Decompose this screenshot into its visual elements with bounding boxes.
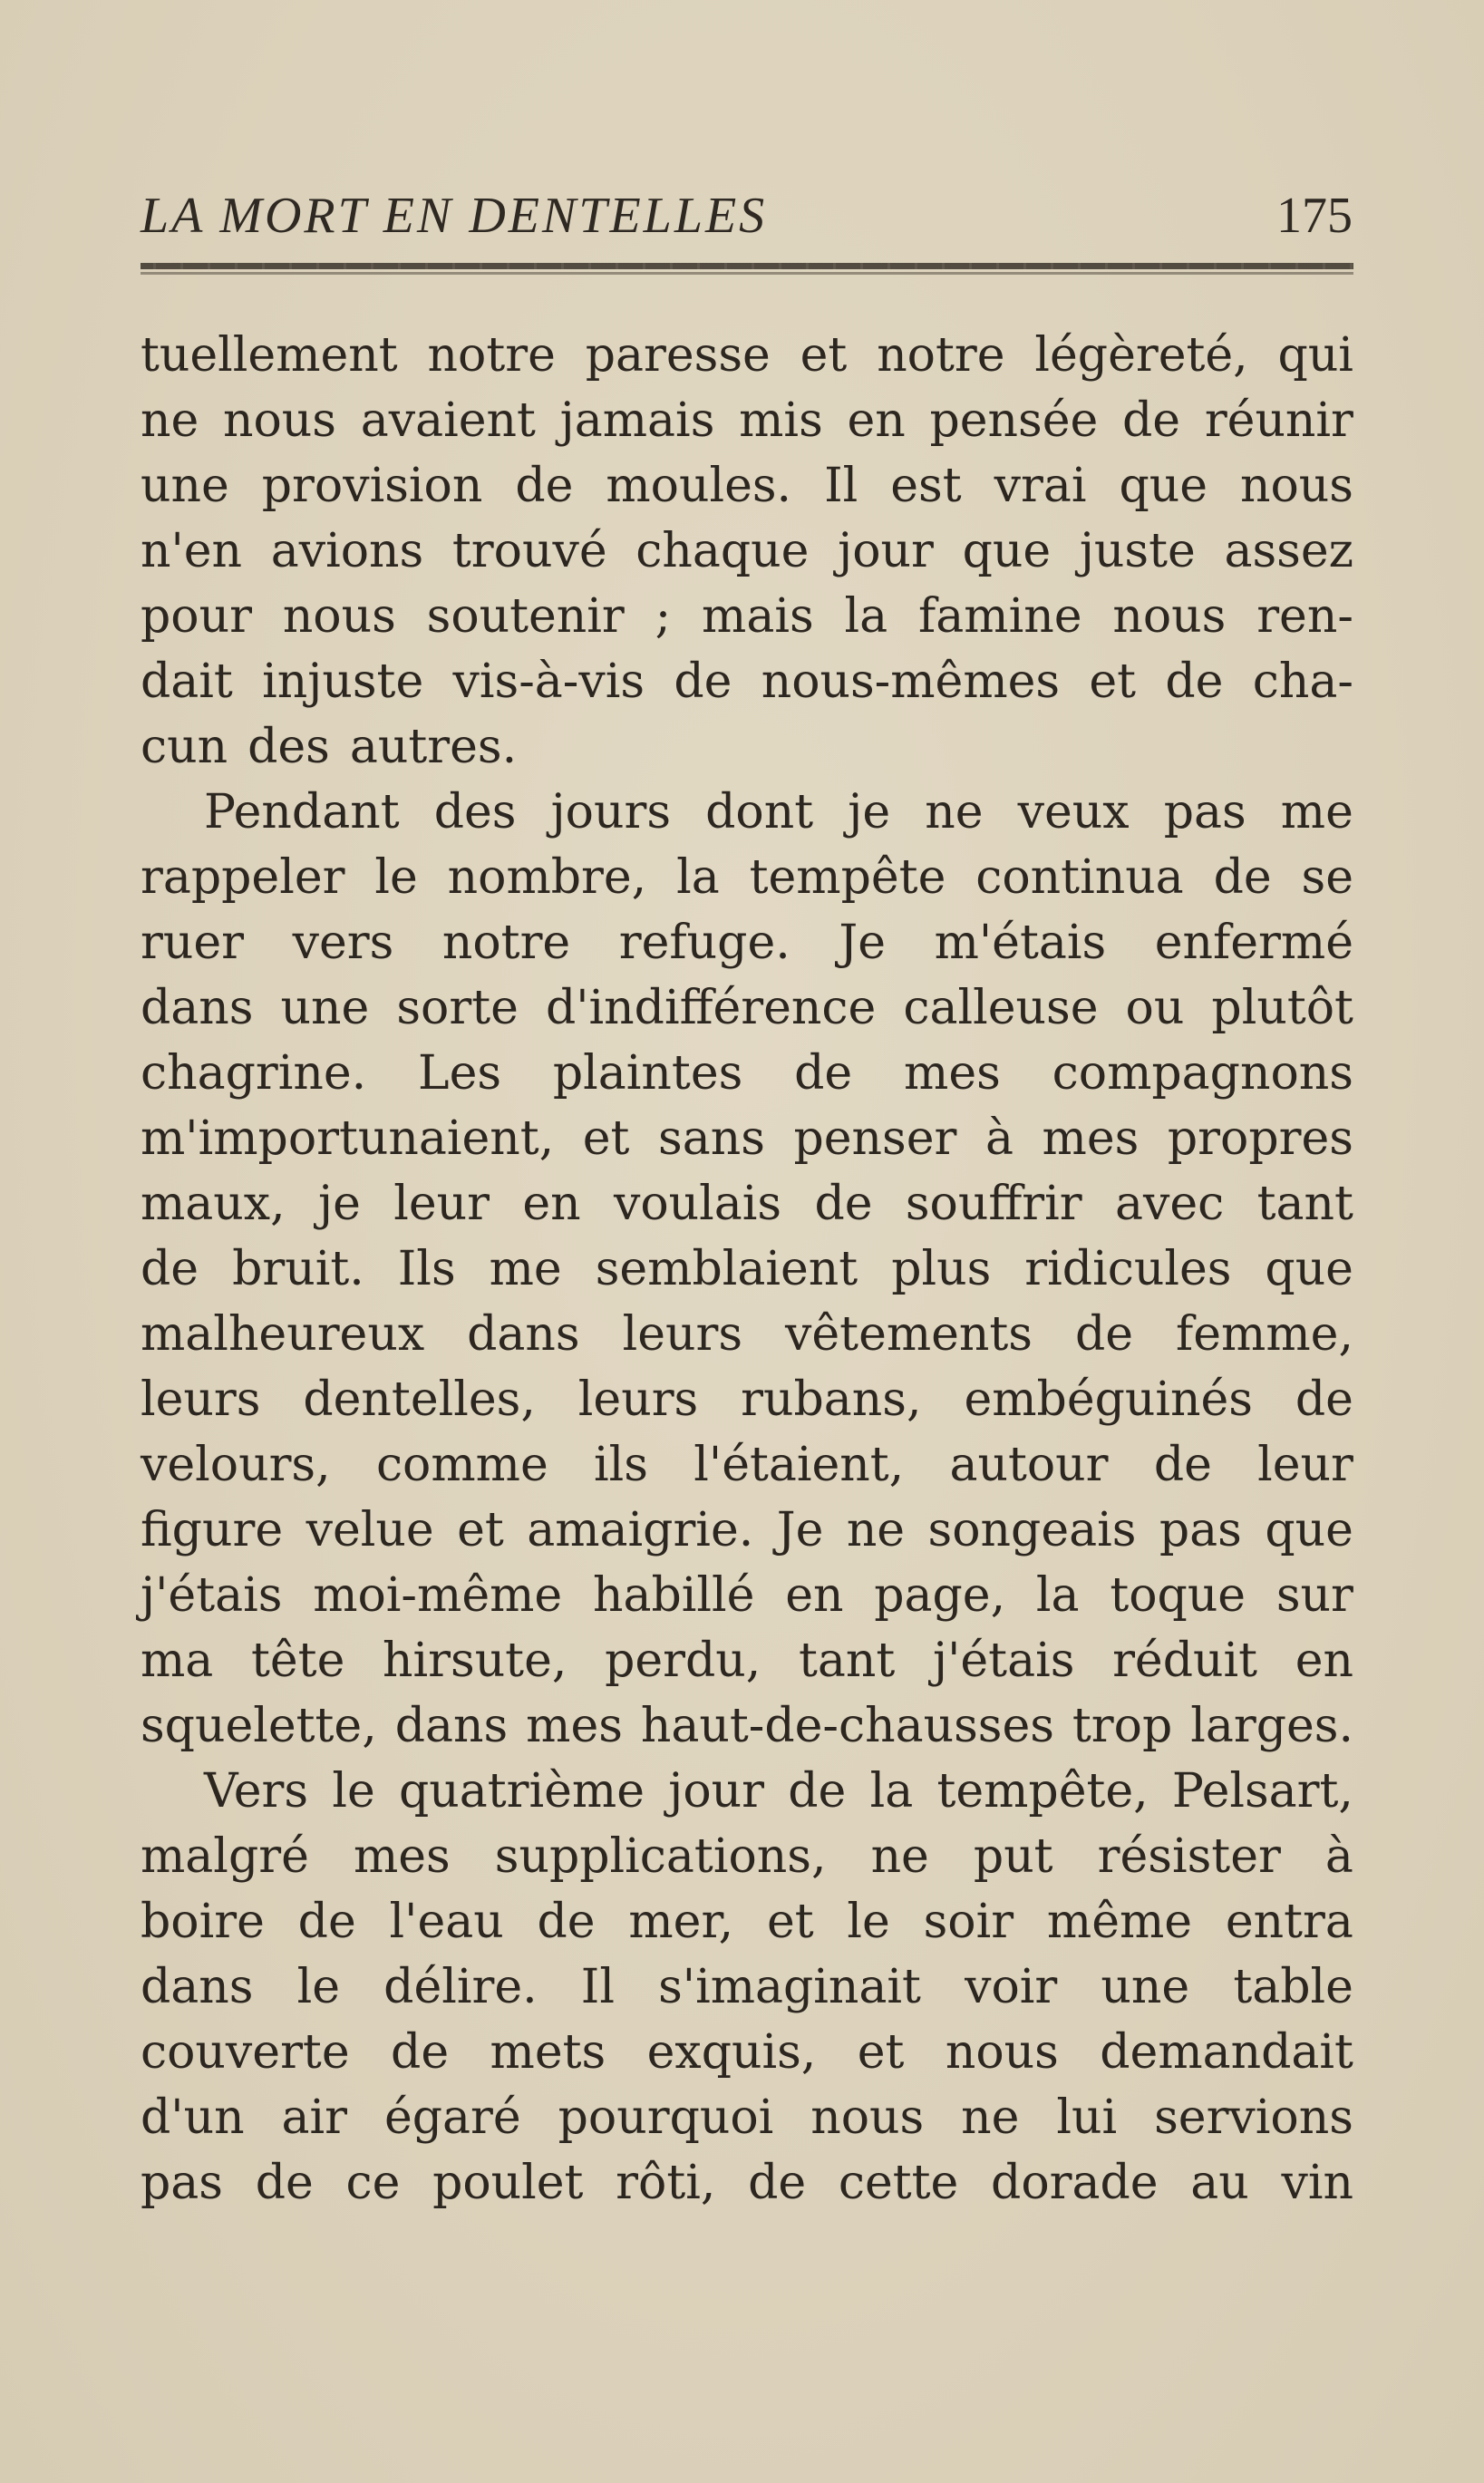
text-line xyxy=(141,1432,1353,1498)
word: haut-de-chausses xyxy=(640,1699,1054,1753)
word: ce xyxy=(345,2156,401,2210)
word: autour xyxy=(949,1438,1109,1492)
word: d'indifférence xyxy=(545,981,877,1035)
word: de xyxy=(141,1242,199,1296)
word: plus xyxy=(891,1242,992,1296)
text-line xyxy=(141,453,1353,519)
word: que xyxy=(1265,1503,1353,1557)
word: et xyxy=(457,1503,504,1557)
word: une xyxy=(141,459,229,513)
word: pas xyxy=(1163,785,1246,839)
word: trouvé xyxy=(451,524,607,578)
word: comme xyxy=(375,1438,548,1492)
running-title: LA MORT EN DENTELLES xyxy=(141,188,768,244)
word: leurs xyxy=(141,1372,261,1427)
word: Il xyxy=(824,459,858,513)
word: m'étais xyxy=(934,916,1107,970)
word: couverte xyxy=(141,2025,350,2080)
word: tempête, xyxy=(936,1764,1149,1819)
word: moi-même xyxy=(313,1568,563,1623)
word: velours, xyxy=(141,1438,331,1492)
word: sur xyxy=(1275,1568,1353,1623)
text-line xyxy=(141,1498,1353,1563)
word: voir xyxy=(965,1960,1058,2014)
word: réduit xyxy=(1112,1634,1258,1688)
word: entra xyxy=(1225,1895,1353,1949)
word: pas xyxy=(1159,1503,1242,1557)
word: demandait xyxy=(1100,2025,1353,2080)
word: mis xyxy=(739,393,823,448)
word: songeais xyxy=(927,1503,1137,1557)
text-line xyxy=(141,845,1353,910)
word: tant xyxy=(799,1634,896,1688)
text-line xyxy=(141,1302,1353,1367)
text-line xyxy=(141,975,1353,1041)
word: mes xyxy=(353,1829,451,1884)
word: de xyxy=(748,2156,807,2210)
word: de xyxy=(794,1046,853,1101)
text-line xyxy=(141,2150,1353,2216)
text-line xyxy=(141,2085,1353,2150)
text-line xyxy=(141,2020,1353,2085)
word: propres xyxy=(1167,1111,1353,1166)
word: rubans, xyxy=(741,1372,922,1427)
word: plaintes xyxy=(552,1046,743,1101)
word: mets xyxy=(490,2025,606,2080)
word: nous xyxy=(810,2090,925,2145)
text-line xyxy=(141,780,1353,845)
word: servions xyxy=(1154,2090,1353,2145)
word: malheureux xyxy=(141,1307,425,1362)
word: jour xyxy=(668,1764,765,1819)
word: le xyxy=(332,1764,375,1819)
word: ma xyxy=(141,1634,214,1688)
word: tête xyxy=(251,1634,345,1688)
word: hirsute, xyxy=(383,1634,567,1688)
word: dorade xyxy=(991,2156,1159,2210)
word: supplications, xyxy=(494,1829,827,1884)
word: m'importunaient, xyxy=(141,1111,555,1166)
word: pas xyxy=(141,2156,223,2210)
word: velue xyxy=(306,1503,434,1557)
word: à xyxy=(1324,1829,1353,1884)
word: cette xyxy=(838,2156,959,2210)
word: mer, xyxy=(628,1895,734,1949)
word: ou xyxy=(1125,981,1185,1035)
word: de xyxy=(814,1177,873,1231)
word: Vers xyxy=(204,1764,309,1819)
page-number: 175 xyxy=(1276,188,1353,244)
word: d'un xyxy=(141,2090,245,2145)
word: poulet xyxy=(432,2156,584,2210)
word: table xyxy=(1233,1960,1353,2014)
word: Pelsart, xyxy=(1171,1764,1353,1819)
word: figure xyxy=(141,1503,284,1557)
word: embéguinés xyxy=(964,1372,1253,1427)
word: j'étais xyxy=(141,1568,283,1623)
word: se xyxy=(1301,850,1353,905)
word: dans xyxy=(467,1307,580,1362)
text-line xyxy=(141,1628,1353,1693)
word: ne xyxy=(141,393,199,448)
word: le xyxy=(296,1960,341,2014)
word: ren- xyxy=(1256,589,1353,644)
word: soutenir xyxy=(426,589,625,644)
word: continua xyxy=(975,850,1184,905)
word: famine xyxy=(918,589,1082,644)
word: leur xyxy=(393,1177,490,1231)
word: veux xyxy=(1017,785,1130,839)
word: ridicules xyxy=(1024,1242,1232,1296)
word: l'eau xyxy=(389,1895,504,1949)
text-line xyxy=(141,584,1353,649)
word: tempête xyxy=(749,850,946,905)
word: ne xyxy=(925,785,984,839)
word: page, xyxy=(874,1568,1006,1623)
word: leurs xyxy=(577,1372,699,1427)
running-head xyxy=(141,178,1353,244)
word: trop xyxy=(1072,1699,1173,1753)
word: Je xyxy=(839,916,886,970)
word: nous xyxy=(1239,459,1353,513)
word: vis-à-vis xyxy=(452,655,645,709)
word: ne xyxy=(846,1503,906,1557)
word: j'étais xyxy=(932,1634,1075,1688)
word: Il xyxy=(580,1960,615,2014)
text-line xyxy=(141,1889,1353,1954)
word: juste xyxy=(1079,524,1196,578)
word: cun xyxy=(141,720,228,774)
word: leur xyxy=(1257,1438,1353,1492)
word: de xyxy=(788,1764,847,1819)
word: le xyxy=(374,850,418,905)
word: calleuse xyxy=(903,981,1099,1035)
word: nous xyxy=(1112,589,1227,644)
word: résister xyxy=(1097,1829,1281,1884)
word: une xyxy=(280,981,370,1035)
word: nous xyxy=(282,589,396,644)
word: semblaient xyxy=(595,1242,858,1296)
word: la xyxy=(869,1764,914,1819)
word: que xyxy=(1265,1242,1353,1296)
word: tuellement xyxy=(141,328,398,383)
text-line xyxy=(141,1237,1353,1302)
word: perdu, xyxy=(605,1634,761,1688)
word: chaque xyxy=(635,524,810,578)
word: jours xyxy=(550,785,672,839)
word: lui xyxy=(1056,2090,1118,2145)
word: ils xyxy=(594,1438,648,1492)
word: de xyxy=(297,1895,356,1949)
text-line xyxy=(141,1824,1353,1889)
word: mes xyxy=(1042,1111,1140,1166)
word: à xyxy=(984,1111,1014,1166)
word: dentelles, xyxy=(303,1372,536,1427)
word: dont xyxy=(705,785,814,839)
word: paresse xyxy=(585,328,771,383)
text-line xyxy=(141,1171,1353,1237)
text-line xyxy=(141,1954,1353,2020)
word: nombre, xyxy=(447,850,647,905)
word: put xyxy=(973,1829,1053,1884)
word: refuge. xyxy=(618,916,790,970)
word: au xyxy=(1190,2156,1249,2210)
word: sorte xyxy=(396,981,519,1035)
word: Ils xyxy=(397,1242,456,1296)
word: de xyxy=(1122,393,1181,448)
word: penser xyxy=(793,1111,957,1166)
text-line xyxy=(141,1693,1353,1759)
word: que xyxy=(962,524,1052,578)
text-line xyxy=(141,1106,1353,1171)
word: de xyxy=(515,459,574,513)
word: plutôt xyxy=(1211,981,1353,1035)
word: jamais xyxy=(559,393,715,448)
word: injuste xyxy=(262,655,424,709)
word: moules. xyxy=(606,459,792,513)
text-line xyxy=(141,1367,1353,1432)
word: pensée xyxy=(929,393,1099,448)
word: soir xyxy=(923,1895,1014,1949)
word: voulais xyxy=(613,1177,782,1231)
word: chagrine. xyxy=(141,1046,367,1101)
text-line xyxy=(141,910,1353,975)
word: malgré xyxy=(141,1829,309,1884)
word: dans xyxy=(394,1699,509,1753)
word: et xyxy=(800,328,848,383)
text-line xyxy=(141,388,1353,453)
word: maux, xyxy=(141,1177,286,1231)
word: de xyxy=(1165,655,1224,709)
word: jour xyxy=(838,524,934,578)
word: rôti, xyxy=(616,2156,716,2210)
word: assez xyxy=(1224,524,1353,578)
word: vin xyxy=(1281,2156,1353,2210)
word: me xyxy=(1280,785,1353,839)
word: nous-mêmes xyxy=(761,655,1061,709)
word: sans xyxy=(658,1111,765,1166)
word: souffrir xyxy=(905,1177,1082,1231)
word: des xyxy=(247,720,330,774)
word: la xyxy=(844,589,888,644)
body-text xyxy=(141,323,1353,2216)
word: de xyxy=(391,2025,450,2080)
word: compagnons xyxy=(1052,1046,1353,1101)
word: avec xyxy=(1114,1177,1225,1231)
word: de xyxy=(1074,1307,1134,1362)
word: et xyxy=(766,1895,814,1949)
word: avions xyxy=(270,524,424,578)
word: en xyxy=(785,1568,844,1623)
word: même xyxy=(1046,1895,1193,1949)
word: est xyxy=(890,459,962,513)
word: larges. xyxy=(1190,1699,1353,1753)
word: dans xyxy=(141,981,254,1035)
word: de xyxy=(1153,1438,1212,1492)
word: la xyxy=(1035,1568,1080,1623)
text-line xyxy=(141,519,1353,584)
word: toque xyxy=(1110,1568,1246,1623)
word: mes xyxy=(526,1699,623,1753)
text-line xyxy=(141,1563,1353,1628)
word: et xyxy=(582,1111,630,1166)
word: délire. xyxy=(383,1960,538,2014)
word: de xyxy=(1295,1372,1353,1427)
word: une xyxy=(1101,1960,1190,2014)
text-line xyxy=(141,323,1353,388)
word: ne xyxy=(961,2090,1020,2145)
word: squelette, xyxy=(141,1699,377,1753)
word: notre xyxy=(441,916,571,970)
word: de xyxy=(674,655,732,709)
word: en xyxy=(522,1177,581,1231)
word: de xyxy=(255,2156,314,2210)
word: Je xyxy=(776,1503,824,1557)
word: qui xyxy=(1277,328,1353,383)
word: le xyxy=(847,1895,890,1949)
word: ruer xyxy=(141,916,244,970)
word: exquis, xyxy=(646,2025,817,2080)
header-rule xyxy=(141,263,1353,269)
word: notre xyxy=(877,328,1005,383)
word: habillé xyxy=(592,1568,755,1623)
word: vers xyxy=(292,916,394,970)
word: en xyxy=(847,393,906,448)
word: ne xyxy=(870,1829,929,1884)
word: dans xyxy=(141,1960,254,2014)
word: rappeler xyxy=(141,850,345,905)
word: nous xyxy=(223,393,336,448)
word: réunir xyxy=(1204,393,1353,448)
word: air xyxy=(281,2090,348,2145)
word: et xyxy=(857,2025,905,2080)
word: je xyxy=(848,785,891,839)
word: que xyxy=(1119,459,1208,513)
word: Les xyxy=(418,1046,502,1101)
word: enfermé xyxy=(1154,916,1353,970)
word: autres. xyxy=(349,720,518,774)
word: je xyxy=(318,1177,361,1231)
text-line xyxy=(141,649,1353,714)
word: boire xyxy=(141,1895,265,1949)
word: provision xyxy=(261,459,483,513)
word: femme, xyxy=(1176,1307,1353,1362)
word: avaient xyxy=(360,393,536,448)
word: quatrième xyxy=(398,1764,645,1819)
word: la xyxy=(676,850,720,905)
word: légèreté, xyxy=(1034,328,1248,383)
word: mais xyxy=(702,589,814,644)
word: mes xyxy=(904,1046,1001,1101)
word: vêtements xyxy=(785,1307,1033,1362)
word: de xyxy=(1213,850,1272,905)
word: me xyxy=(489,1242,562,1296)
word: l'étaient, xyxy=(694,1438,905,1492)
word: des xyxy=(433,785,517,839)
word: amaigrie. xyxy=(527,1503,754,1557)
text-line xyxy=(141,1759,1353,1824)
word: cha- xyxy=(1252,655,1353,709)
text-line xyxy=(141,1041,1353,1106)
word: tant xyxy=(1256,1177,1353,1231)
word: égaré xyxy=(383,2090,521,2145)
word: Pendant xyxy=(204,785,400,839)
word: n'en xyxy=(141,524,243,578)
word: nous xyxy=(945,2025,1059,2080)
word: et xyxy=(1089,655,1137,709)
word: dait xyxy=(141,655,233,709)
word: notre xyxy=(427,328,556,383)
text-line xyxy=(141,714,1353,780)
word: leurs xyxy=(622,1307,743,1362)
header-rule-underline xyxy=(141,272,1353,275)
word: ; xyxy=(655,589,672,644)
word: vrai xyxy=(994,459,1087,513)
word: s'imaginait xyxy=(658,1960,921,2014)
word: pour xyxy=(141,589,252,644)
word: bruit. xyxy=(232,1242,364,1296)
word: en xyxy=(1295,1634,1353,1688)
word: pourquoi xyxy=(558,2090,774,2145)
word: de xyxy=(537,1895,596,1949)
